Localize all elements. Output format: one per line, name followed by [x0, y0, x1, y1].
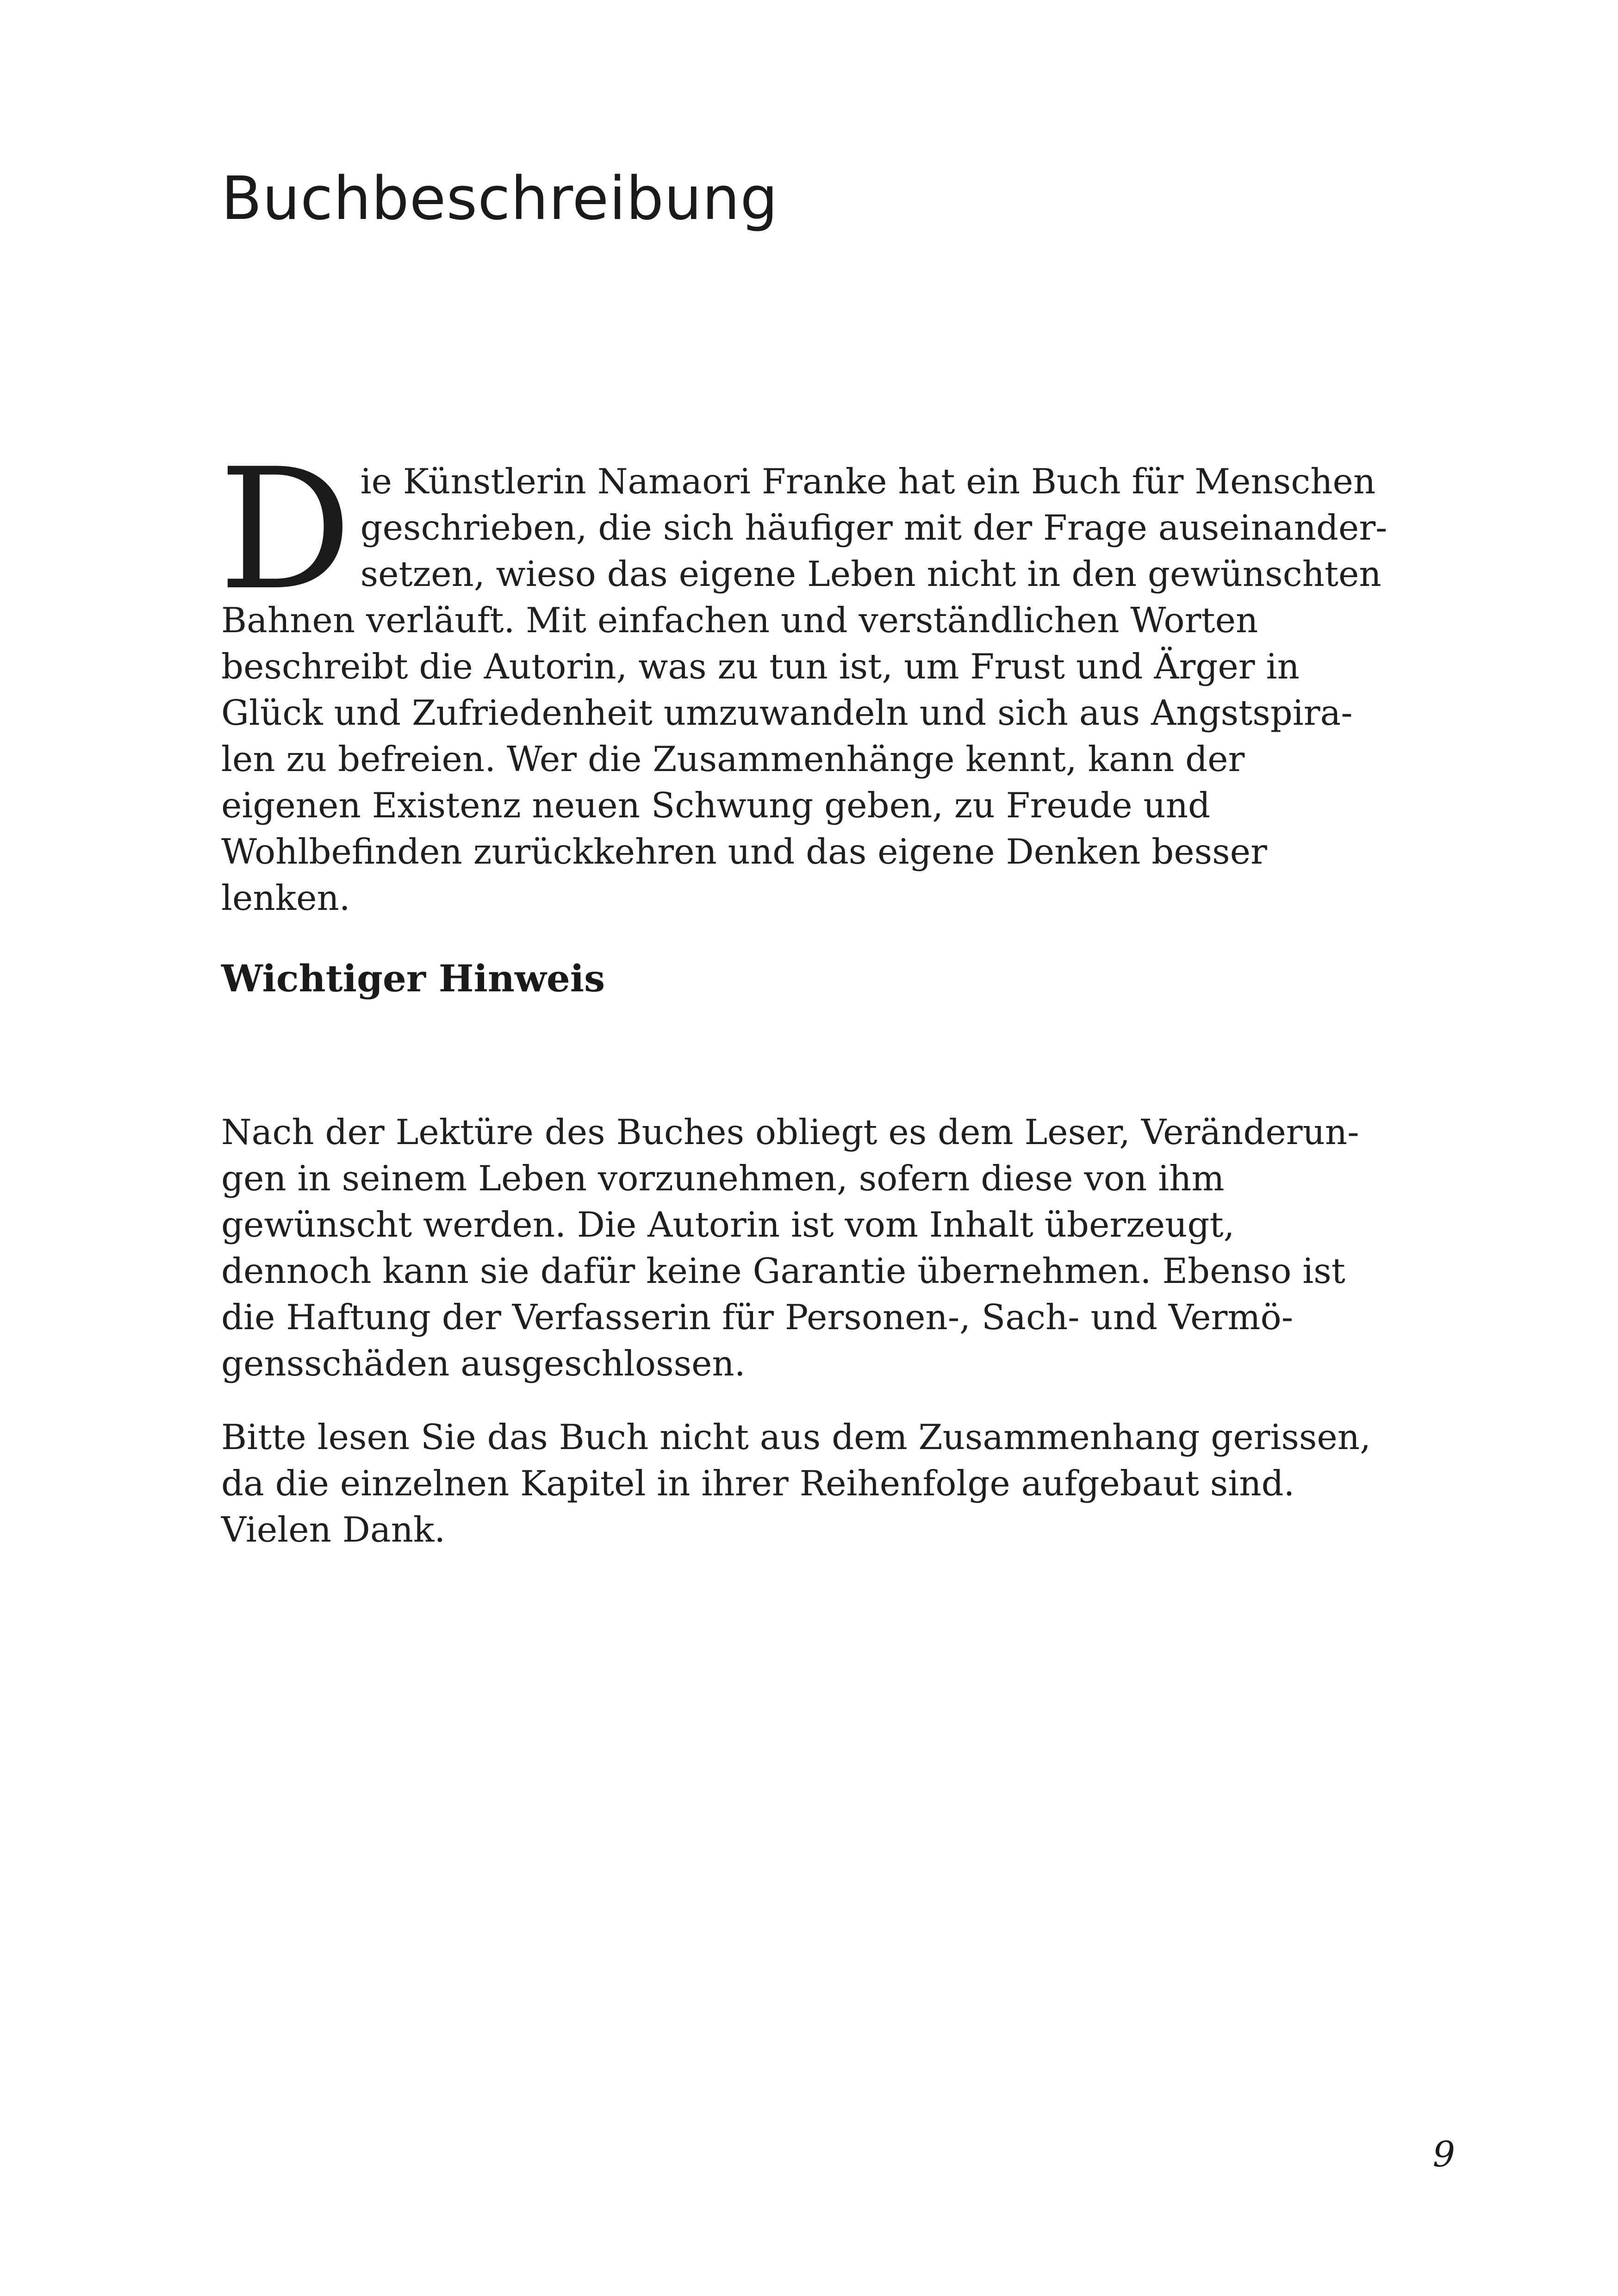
- drop-cap-letter: D: [218, 433, 352, 627]
- page-title: Buchbeschreibung: [221, 164, 778, 233]
- notice-paragraph-1: Nach der Lektüre des Buches obliegt es dem Leser, Veränderungen in seinem Leben vorzunehmen, sofern diese von ihm gewünscht werden. Die Autorin ist vom Inhalt überzeugt, dennoch kann sie dafür keine Garantie übernehmen. Ebenso ist die Haftung der Verfasserin für Personen-, Sach- und Vermögensschäden ausgeschlossen.: [221, 1112, 1359, 1384]
- notice-paragraph-2: Bitte lesen Sie das Buch nicht aus dem Zusammenhang gerissen, da die einzelnen Kapitel in ihrer Reihenfolge aufgebaut sind. Vielen Dank.: [221, 1417, 1371, 1550]
- page-number: 9: [1432, 2134, 1455, 2175]
- intro-paragraph: [218, 433, 1388, 921]
- intro-text: ie Künstlerin Namaori Franke hat ein Buch für Menschen geschrieben, die sich häufiger mit der Frage auseinandersetzen, wieso das eigene Leben nicht in den gewünschten Bahnen verläuft. Mit einfachen und verständlichen Worten beschreibt die Autorin, was zu tun ist, um Frust und Ärger in Glück und Zufriedenheit umzuwandeln und sich aus Angstspiralen zu befreien. Wer die Zusammenhänge kennt, kann der eigenen Existenz neuen Schwung geben, zu Freude und Wohlbefinden zurückkehren und das eigene Denken besser lenken.: [221, 461, 1388, 918]
- notice-heading: Wichtiger Hinweis: [221, 957, 605, 1000]
